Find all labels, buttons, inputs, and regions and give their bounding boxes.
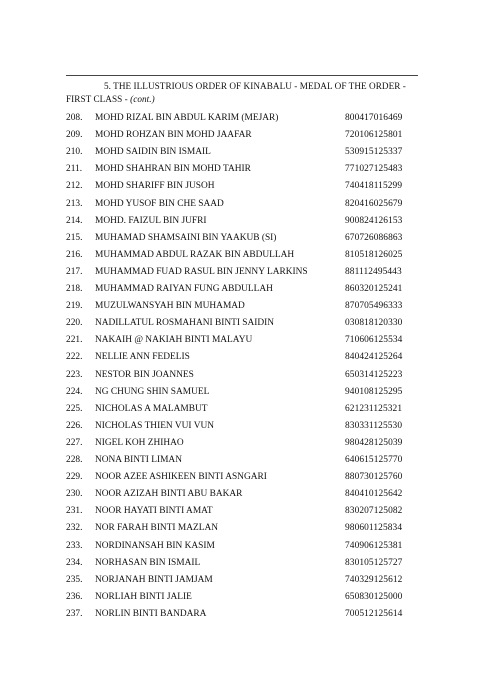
- recipient-name: MUHAMAD SHAMSAINI BIN YAAKUB (SI): [95, 232, 277, 243]
- recipient-name: NICHOLAS A MALAMBUT: [95, 403, 208, 414]
- item-number: 236.: [66, 591, 83, 602]
- item-number: 227.: [66, 437, 83, 448]
- list-item: [0, 196, 486, 212]
- recipient-name: MOHD. FAIZUL BIN JUFRI: [95, 215, 207, 226]
- item-number: 237.: [66, 608, 83, 619]
- item-number: 216.: [66, 249, 83, 260]
- identity-number: 640615125770: [345, 455, 403, 465]
- heading-line-2: [66, 93, 420, 106]
- identity-number: 940108125295: [345, 386, 403, 397]
- recipient-name: MUHAMMAD RAIYAN FUNG ABDULLAH: [95, 284, 273, 294]
- item-number: 218.: [66, 284, 83, 294]
- item-number: 220.: [66, 318, 83, 329]
- recipient-name: MUZULWANSYAH BIN MUHAMAD: [95, 301, 245, 312]
- item-number: 230.: [66, 489, 83, 500]
- heading-cont: (cont.): [130, 94, 155, 104]
- list-item: [0, 315, 486, 331]
- recipient-name: MOHD SHAHRAN BIN MOHD TAHIR: [95, 164, 251, 175]
- list-item: [0, 435, 486, 451]
- identity-number: 740906125381: [345, 540, 403, 551]
- list-item: [0, 384, 486, 400]
- item-number: 214.: [66, 215, 83, 226]
- top-rule: [66, 75, 418, 76]
- recipient-name: NOOR HAYATI BINTI AMAT: [95, 506, 213, 517]
- item-number: 234.: [66, 557, 83, 568]
- item-number: 224.: [66, 386, 83, 397]
- identity-number: 830207125082: [345, 506, 403, 517]
- recipient-name: NAKAIH @ NAKIAH BINTI MALAYU: [95, 335, 253, 346]
- item-number: 208.: [66, 113, 83, 123]
- list-item: [0, 486, 486, 502]
- identity-number: 650830125000: [345, 591, 403, 602]
- identity-number: 710606125534: [345, 335, 403, 346]
- item-number: 232.: [66, 523, 83, 534]
- identity-number: 621231125321: [345, 403, 403, 414]
- list-item: [0, 264, 486, 280]
- identity-number: 800417016469: [345, 113, 403, 123]
- identity-number: 880730125760: [345, 472, 403, 483]
- item-number: 211.: [66, 164, 83, 175]
- item-number: 217.: [66, 266, 83, 277]
- item-number: 221.: [66, 335, 83, 346]
- list-item: [0, 332, 486, 348]
- item-number: 228.: [66, 455, 83, 465]
- list-item: [0, 178, 486, 194]
- recipient-name: NOOR AZIZAH BINTI ABU BAKAR: [95, 489, 243, 500]
- list-item: [0, 589, 486, 605]
- heading-line-1: 5. THE ILLUSTRIOUS ORDER OF KINABALU - MEDAL OF THE ORDER -: [104, 81, 406, 91]
- item-number: 223.: [66, 369, 83, 380]
- list-item: [0, 127, 486, 143]
- identity-number: 881112495443: [345, 266, 402, 277]
- recipient-name: MOHD SHARIFF BIN JUSOH: [95, 181, 215, 192]
- recipient-name: MOHD SAIDIN BIN ISMAIL: [95, 147, 211, 158]
- identity-number: 700512125614: [345, 608, 403, 619]
- recipient-name: NORLIAH BINTI JALIE: [95, 591, 192, 602]
- item-number: 219.: [66, 301, 83, 312]
- list-item: [0, 606, 486, 622]
- recipient-name: NOOR AZEE ASHIKEEN BINTI ASNGARI: [95, 472, 267, 483]
- list-item: [0, 110, 486, 126]
- list-item: [0, 538, 486, 554]
- list-item: [0, 281, 486, 297]
- item-number: 215.: [66, 232, 83, 243]
- recipient-name: MOHD ROHZAN BIN MOHD JAAFAR: [95, 130, 252, 141]
- recipient-name: MOHD YUSOF BIN CHE SAAD: [95, 198, 224, 209]
- recipient-name: NORJANAH BINTI JAMJAM: [95, 574, 213, 585]
- list-item: [0, 213, 486, 229]
- list-item: [0, 418, 486, 434]
- list-item: [0, 144, 486, 160]
- identity-number: 030818120330: [345, 318, 403, 329]
- item-number: 213.: [66, 198, 83, 209]
- recipient-name: MUHAMMAD FUAD RASUL BIN JENNY LARKINS: [95, 266, 308, 277]
- item-number: 231.: [66, 506, 83, 517]
- item-number: 226.: [66, 420, 83, 431]
- identity-number: 670726086863: [345, 232, 403, 243]
- list-item: [0, 452, 486, 468]
- item-number: 229.: [66, 472, 83, 483]
- identity-number: 860320125241: [345, 284, 403, 294]
- heading-line-2-text: FIRST CLASS -: [66, 94, 131, 104]
- item-number: 209.: [66, 130, 83, 141]
- recipient-name: NICHOLAS THIEN VUI VUN: [95, 420, 215, 431]
- identity-number: 900824126153: [345, 215, 403, 226]
- identity-number: 740418115299: [345, 181, 403, 192]
- list-item: [0, 572, 486, 588]
- identity-number: 840424125264: [345, 352, 403, 363]
- item-number: 222.: [66, 352, 83, 363]
- list-item: [0, 230, 486, 246]
- recipient-name: NONA BINTI LIMAN: [95, 455, 182, 465]
- list-item: [0, 349, 486, 365]
- list-item: [0, 469, 486, 485]
- identity-number: 870705496333: [345, 301, 403, 312]
- identity-number: 980428125039: [345, 437, 403, 448]
- recipient-name: NADILLATUL ROSMAHANI BINTI SAIDIN: [95, 318, 275, 329]
- item-number: 235.: [66, 574, 83, 585]
- identity-number: 740329125612: [345, 574, 403, 585]
- recipient-name: NOR FARAH BINTI MAZLAN: [95, 523, 218, 534]
- identity-number: 771027125483: [345, 164, 403, 175]
- identity-number: 530915125337: [345, 147, 403, 158]
- identity-number: 830331125530: [345, 420, 403, 431]
- identity-number: 820416025679: [345, 198, 403, 209]
- recipient-name: NORLIN BINTI BANDARA: [95, 608, 207, 619]
- recipient-name: NELLIE ANN FEDELIS: [95, 352, 190, 363]
- list-item: [0, 503, 486, 519]
- list-item: [0, 520, 486, 536]
- recipient-name: NG CHUNG SHIN SAMUEL: [95, 386, 210, 397]
- identity-number: 650314125223: [345, 369, 403, 380]
- recipient-name: MOHD RIZAL BIN ABDUL KARIM (MEJAR): [95, 113, 279, 123]
- identity-number: 840410125642: [345, 489, 403, 500]
- identity-number: 980601125834: [345, 523, 403, 534]
- item-number: 212.: [66, 181, 83, 192]
- identity-number: 810518126025: [345, 249, 403, 260]
- identity-number: 830105125727: [345, 557, 403, 568]
- recipient-name: NIGEL KOH ZHIHAO: [95, 437, 184, 448]
- list-item: [0, 367, 486, 383]
- item-number: 225.: [66, 403, 83, 414]
- list-item: [0, 247, 486, 263]
- list-item: [0, 555, 486, 571]
- list-item: [0, 161, 486, 177]
- recipient-name: MUHAMMAD ABDUL RAZAK BIN ABDULLAH: [95, 249, 295, 260]
- list-item: [0, 298, 486, 314]
- item-number: 233.: [66, 540, 83, 551]
- list-item: [0, 401, 486, 417]
- section-heading: [66, 80, 420, 106]
- recipient-name: NORHASAN BIN ISMAIL: [95, 557, 201, 568]
- recipient-name: NESTOR BIN JOANNES: [95, 369, 194, 380]
- identity-number: 720106125801: [345, 130, 403, 141]
- item-number: 210.: [66, 147, 83, 158]
- recipient-name: NORDINANSAH BIN KASIM: [95, 540, 215, 551]
